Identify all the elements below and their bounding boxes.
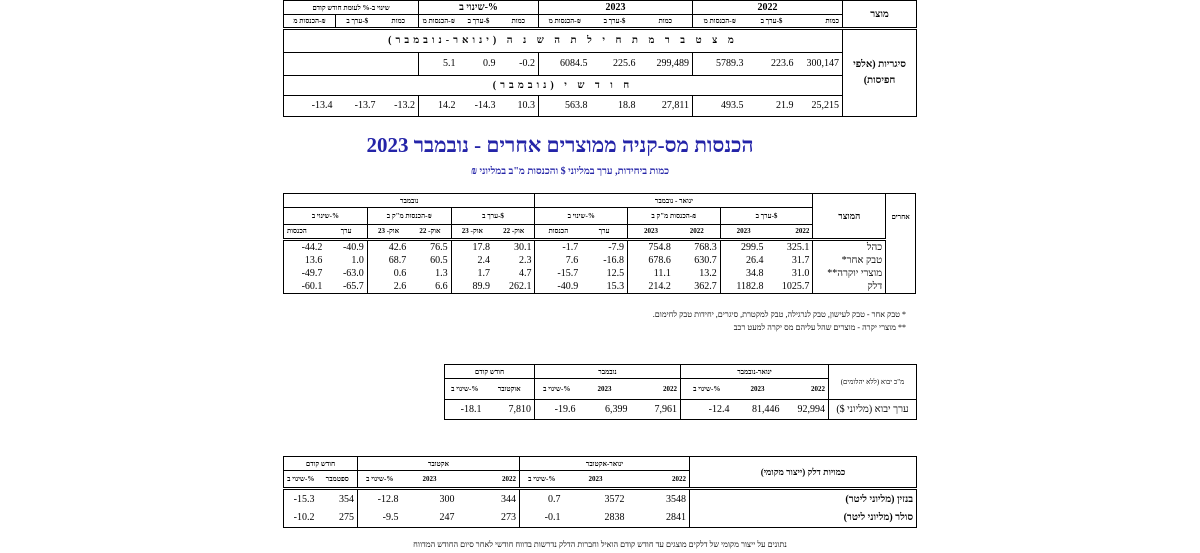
m-value-header: ערך ב-$ (451, 208, 535, 224)
other-value-cell: 1.3 (409, 267, 451, 280)
other-products-table (283, 193, 916, 294)
fuel-cum-header: ינואר-אקטובר (520, 457, 690, 471)
other-value-cell: -7.9 (581, 239, 627, 254)
import-value-cell: 92,994 (783, 399, 829, 419)
cumulative-cell: 299,489 (639, 52, 693, 75)
fuel-value-cell: -12.8 (377, 493, 399, 505)
other-value-cell: -49.7 (301, 267, 323, 279)
monthly-cell: -14.3 (474, 100, 496, 112)
other-value-cell: 12.5 (581, 267, 627, 280)
note-other-tobacco: * טבק אחר - טבק לעישון, טבק לנרגילה, טבק למקטרת, סיגרים, יחידות טבק לחימום. (652, 310, 906, 319)
cumulative-cell: 5789.3 (716, 58, 744, 70)
fuel-value-cell: -10.2 (293, 512, 315, 524)
prev-month-col-qty: כמות (379, 15, 419, 29)
other-value-cell: 630.7 (674, 254, 720, 267)
period-cumulative-header: ינואר - נובמבר (535, 194, 813, 208)
fuel-title: כמויות דלק (ייצור מקומי) (690, 457, 917, 489)
other-value-cell: 362.7 (674, 280, 720, 294)
cumulative-cell: 223.6 (771, 58, 794, 70)
other-value-cell: -60.1 (301, 280, 323, 292)
sub-c-val-2023: 2023 (720, 224, 766, 239)
fuel-col-change-c: שינוי ב-% (520, 471, 564, 489)
col-value-2023: ערך ב-$ (591, 15, 639, 29)
other-value-cell: -44.2 (301, 241, 323, 253)
imp-col-2023-m: 2023 (579, 379, 631, 399)
col-qty-2023: כמות (639, 15, 693, 29)
imp-col-change-c: שינוי ב-% (681, 379, 733, 399)
fuel-col-2022-c: 2022 (628, 471, 690, 489)
imp-col-2022-c: 2022 (783, 379, 829, 399)
fuel-value-cell: -0.1 (544, 512, 561, 524)
period-month-header: נובמבר (284, 194, 535, 208)
other-value-cell: 262.1 (493, 280, 535, 294)
fuel-col-2023-c: 2023 (564, 471, 628, 489)
section-monthly: ח ו ד ש י (נובמבר) (284, 75, 843, 95)
other-value-cell: 11.1 (653, 267, 671, 279)
other-value-cell: 13.6 (304, 255, 323, 267)
product-col-header: המוצר (813, 194, 886, 240)
year-2023-header: 2023 (539, 1, 693, 15)
other-value-cell: 31.7 (767, 254, 813, 267)
other-product-name: טבק אחר* (813, 254, 886, 267)
fuel-value-cell: -9.5 (382, 512, 399, 524)
monthly-cell: -13.4 (311, 100, 333, 112)
m-change-header: שינוי ב-% (284, 208, 368, 224)
col-revenue-2022: הכנסות מ-₪ (693, 15, 747, 29)
other-value-cell: 26.4 (746, 255, 764, 267)
sub-oct22-rev: אוק- 22 (409, 224, 451, 239)
sub-c-rev-2023: 2023 (628, 224, 674, 239)
product-name: סיגריות (אלפי חפיסות) (853, 59, 906, 87)
sub-oct23-rev: אוק- 23 (367, 224, 409, 239)
imp-col-change-prev: שינוי ב-% (445, 379, 485, 399)
imp-col-2023-c: 2023 (733, 379, 783, 399)
fuel-value-cell: 354 (318, 489, 358, 508)
other-value-cell: 15.3 (581, 280, 627, 294)
prev-month-col-revenue: הכנסות מ-₪ (284, 15, 336, 29)
other-value-cell: 2.6 (393, 280, 407, 292)
other-value-cell: 17.8 (472, 241, 491, 253)
fuel-value-cell: 275 (318, 508, 358, 527)
other-value-cell: 0.6 (393, 267, 407, 279)
fuel-value-cell: 2841 (628, 508, 690, 527)
other-value-cell: 2.4 (477, 255, 491, 267)
change-col-value: ערך ב-$ (459, 15, 499, 29)
monthly-cell: 27,811 (639, 95, 693, 116)
page-subtitle: כמות ביחידות, ערך במליוני $ והכנסות מ"ב במליוני ₪ (470, 166, 670, 177)
fuel-value-cell: 247 (439, 512, 455, 524)
change-header: שינוי ב-% (419, 1, 539, 15)
monthly-cell: 493.5 (721, 100, 744, 112)
other-value-cell: 30.1 (493, 239, 535, 254)
cigarettes-table (283, 0, 916, 117)
table-row (284, 508, 917, 527)
fuel-month-header: אקטובר (358, 457, 520, 471)
other-value-cell: 60.5 (409, 254, 451, 267)
import-value-cell: -12.4 (708, 403, 730, 415)
sub-value: ערך (325, 224, 367, 239)
monthly-cell: -13.7 (354, 100, 376, 112)
table-row (284, 267, 916, 280)
fuel-col-change-prev: שינוי ב-% (284, 471, 318, 489)
other-value-cell: 1.7 (477, 267, 491, 279)
change-col-revenue: הכנסות מ-₪ (419, 15, 459, 29)
other-value-cell: 214.2 (648, 280, 671, 292)
fuel-table (283, 456, 916, 528)
fuel-value-cell: 344 (458, 489, 520, 508)
imp-col-oct: אוקטובר (485, 379, 535, 399)
other-value-cell: -1.7 (562, 241, 579, 253)
vertical-label: אחרים (891, 212, 910, 221)
fuel-value-cell: -15.3 (293, 493, 315, 505)
imp-col-2022-m: 2022 (631, 379, 681, 399)
cumulative-row (284, 52, 917, 75)
fuel-product-name: בנזין (מליוני ליטר) (845, 493, 914, 505)
fuel-value-cell: 2838 (604, 512, 625, 524)
sub-c-rev-2022: 2022 (674, 224, 720, 239)
cumulative-cell: 0.9 (483, 58, 496, 70)
section-cumulative: מ צ ט ב ר מ ת ח י ל ת ה ש נ ה (ינואר-נובמבר) (284, 29, 843, 52)
monthly-cell: -13.2 (379, 95, 419, 116)
other-value-cell: -15.7 (557, 267, 579, 279)
fuel-col-2022-m: 2022 (458, 471, 520, 489)
c-change-header: שינוי ב-% (535, 208, 628, 224)
fuel-col-change-m: שינוי ב-% (358, 471, 402, 489)
note-luxury: ** מוצרי יקרה - מוצרים שהל עליהם מס יקרה למעט רכב (733, 323, 906, 332)
imp-col-change-m: שינוי ב-% (535, 379, 579, 399)
other-product-name: מוצרי יוקרה** (813, 267, 886, 280)
other-value-cell: 6.6 (409, 280, 451, 294)
cumulative-cell: 225.6 (613, 58, 636, 70)
sub-revenue: הכנסות (284, 224, 326, 239)
other-value-cell: -40.9 (325, 239, 367, 254)
other-value-cell: -40.9 (557, 280, 579, 292)
other-value-cell: 299.5 (741, 241, 764, 253)
other-value-cell: 4.7 (493, 267, 535, 280)
other-value-cell: 13.2 (674, 267, 720, 280)
cumulative-cell: 300,147 (797, 52, 843, 75)
imp-prev-header: חודש קודם (445, 365, 535, 379)
import-value-cell: 7,961 (631, 399, 681, 419)
monthly-cell: 25,215 (797, 95, 843, 116)
col-value-2022: ערך ב-$ (747, 15, 797, 29)
fuel-product-name: סולר (מליוני ליטר) (843, 512, 914, 524)
other-value-cell: 1025.7 (767, 280, 813, 294)
page-title: הכנסות מס-קניה ממוצרים אחרים - נובמבר 2023 (366, 133, 754, 157)
monthly-row (284, 95, 917, 116)
cumulative-cell: 6084.5 (560, 58, 588, 70)
other-value-cell: 325.1 (767, 239, 813, 254)
product-header: מוצר (843, 1, 917, 29)
fuel-value-cell: 3548 (628, 489, 690, 508)
other-value-cell: 68.7 (388, 255, 407, 267)
fuel-value-cell: 273 (458, 508, 520, 527)
other-value-cell: -63.0 (325, 267, 367, 280)
other-value-cell: -16.8 (581, 254, 627, 267)
change-prev-month-header: שינוי ב-% לעומת חודש קודם (284, 1, 419, 15)
sub-oct22-val: אוק- 22 (493, 224, 535, 239)
other-value-cell: 42.6 (388, 241, 407, 253)
c-value-header: ערך ב-$ (720, 208, 813, 224)
change-col-qty: כמות (499, 15, 539, 29)
table-row (284, 280, 916, 294)
fuel-prev-header: חודש קודם (284, 457, 358, 471)
other-value-cell: 1182.8 (736, 280, 764, 292)
fuel-col-2023-m: 2023 (402, 471, 458, 489)
other-value-cell: 89.9 (472, 280, 491, 292)
cumulative-cell: 5.1 (443, 58, 456, 70)
import-value-row (445, 399, 917, 419)
sub-oct23-val: אוק- 23 (451, 224, 493, 239)
cumulative-cell (379, 52, 419, 75)
table-row (284, 254, 916, 267)
other-value-cell: 678.6 (648, 255, 671, 267)
footer-note: נתונים על ייצור מקומי של דלקים מוצגים עד חודש קודם הואיל וחברות הדלק נדרשות בדווח חודשי לאחר סיום החודש המדווח (413, 540, 787, 549)
monthly-cell: 563.8 (565, 100, 588, 112)
col-revenue-2023: הכנסות מ-₪ (539, 15, 591, 29)
other-product-name: דלק (813, 280, 886, 294)
fuel-value-cell: 300 (439, 493, 455, 505)
import-value-cell: 7,810 (485, 399, 535, 419)
imp-row-label-2: ערך יבוא (מליוני $) (836, 403, 909, 415)
other-product-name: כהל (813, 239, 886, 254)
sub-c-revenue: הכנסות (535, 224, 581, 239)
imp-cum-header: ינואר-נובמבר (681, 365, 829, 379)
other-value-cell: -65.7 (325, 280, 367, 294)
monthly-cell: 10.3 (499, 95, 539, 116)
import-value-cell: -19.6 (554, 403, 576, 415)
fuel-value-cell: 0.7 (548, 493, 561, 505)
other-value-cell: 768.3 (674, 239, 720, 254)
cumulative-cell (336, 52, 379, 75)
import-value-cell: 6,399 (605, 403, 628, 415)
other-value-cell: 34.8 (746, 267, 764, 279)
c-revenue-header: הכנסות מ"ק ב-₪ (628, 208, 721, 224)
other-value-cell: 31.0 (767, 267, 813, 280)
year-2022-header: 2022 (693, 1, 843, 15)
fuel-col-sept: ספטמבר (318, 471, 358, 489)
import-table (444, 364, 916, 420)
table-row (284, 489, 917, 508)
col-qty-2022: כמות (797, 15, 843, 29)
import-value-cell: 81,446 (752, 403, 780, 415)
monthly-cell: 18.8 (618, 100, 636, 112)
other-value-cell: 76.5 (409, 239, 451, 254)
imp-month-header: נובמבר (535, 365, 681, 379)
cumulative-cell: -0.2 (499, 52, 539, 75)
fuel-value-cell: 3572 (604, 493, 625, 505)
other-value-cell: 7.6 (565, 255, 579, 267)
monthly-cell: 14.2 (438, 100, 456, 112)
other-value-cell: 1.0 (325, 254, 367, 267)
m-revenue-header: הכנסות מ"ק ב-₪ (367, 208, 451, 224)
other-value-cell: 2.3 (493, 254, 535, 267)
import-value-cell: -18.1 (460, 403, 482, 415)
imp-row-label-1: מ"כ יבוא (ללא יהלומים) (829, 365, 917, 400)
prev-month-col-value: ערך ב-$ (336, 15, 379, 29)
monthly-cell: 21.9 (776, 100, 794, 112)
sub-c-value: ערך (581, 224, 627, 239)
table-row (284, 239, 916, 254)
sub-c-val-2022: 2022 (767, 224, 813, 239)
other-value-cell: 754.8 (648, 241, 671, 253)
cumulative-cell (284, 52, 336, 75)
